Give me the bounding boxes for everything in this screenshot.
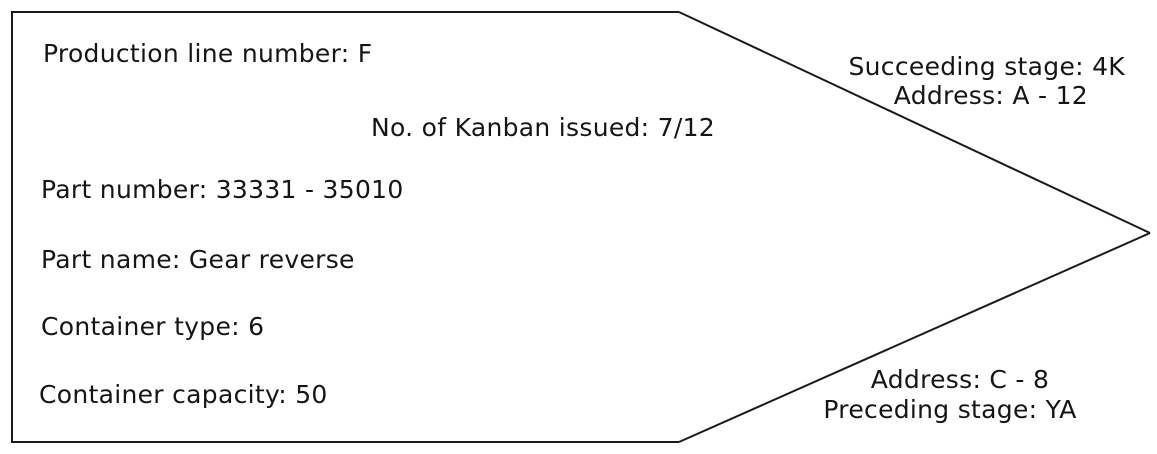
- kanban-issued-label: No. of Kanban issued: 7/12: [371, 113, 715, 142]
- preceding-stage-label: Preceding stage: YA: [823, 395, 1077, 424]
- succeeding-address-label: Address: A - 12: [893, 81, 1088, 110]
- succeeding-stage-label: Succeeding stage: 4K: [848, 52, 1125, 81]
- card-border: [12, 12, 679, 442]
- part-number-label: Part number: 33331 - 35010: [41, 175, 404, 204]
- part-name-label: Part name: Gear reverse: [41, 245, 355, 274]
- container-capacity-label: Container capacity: 50: [39, 380, 328, 409]
- upper-diagonal: [679, 12, 1150, 233]
- preceding-address-label: Address: C - 8: [870, 365, 1050, 394]
- container-type-label: Container type: 6: [41, 312, 265, 341]
- production-line-label: Production line number: F: [43, 39, 373, 68]
